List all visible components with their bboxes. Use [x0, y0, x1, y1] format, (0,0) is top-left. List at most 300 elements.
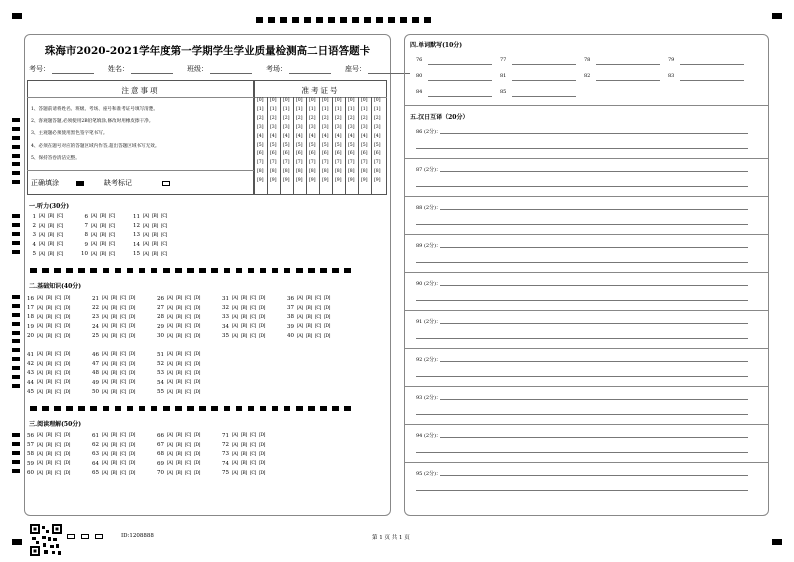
answer-bubble[interactable]: [D] — [64, 461, 71, 467]
answer-bubble[interactable]: [D] — [194, 470, 201, 476]
answer-bubble[interactable]: [A] — [91, 242, 97, 248]
answer-bubble[interactable]: [B] — [241, 314, 247, 320]
answer-bubble[interactable]: [A] — [143, 223, 149, 229]
answer-bubble[interactable]: [C] — [55, 352, 61, 358]
answer-bubble[interactable]: [D] — [129, 389, 136, 395]
exam-id-digit-bubble[interactable]: [8] — [348, 169, 355, 175]
answer-bubble[interactable]: [C] — [250, 314, 256, 320]
answer-bubble[interactable]: [D] — [129, 470, 136, 476]
exam-room-field[interactable]: 考场： — [266, 64, 331, 74]
exam-id-digit-bubble[interactable]: [6] — [270, 151, 277, 157]
exam-id-digit-bubble[interactable]: [1] — [257, 106, 264, 112]
footer-checkbox[interactable] — [81, 534, 89, 539]
answer-bubble[interactable]: [C] — [250, 451, 256, 457]
exam-id-digit-bubble[interactable]: [3] — [361, 124, 368, 130]
answer-bubble[interactable]: [A] — [37, 324, 43, 330]
answer-bubble[interactable]: [C] — [185, 305, 191, 311]
answer-bubble[interactable]: [B] — [111, 361, 117, 367]
exam-id-digit-bubble[interactable]: [5] — [283, 142, 290, 148]
answer-bubble[interactable]: [B] — [46, 361, 52, 367]
exam-id-digit-bubble[interactable]: [9] — [309, 178, 316, 184]
answer-bubble[interactable]: [B] — [48, 214, 54, 220]
word-answer-line[interactable] — [680, 80, 744, 81]
exam-id-digit-bubble[interactable]: [0] — [322, 98, 329, 103]
answer-bubble[interactable]: [D] — [64, 324, 71, 330]
answer-bubble[interactable]: [C] — [55, 451, 61, 457]
answer-bubble[interactable]: [C] — [161, 214, 167, 220]
answer-bubble[interactable]: [C] — [185, 433, 191, 439]
exam-id-digit-bubble[interactable]: [4] — [257, 133, 264, 139]
answer-bubble[interactable]: [B] — [241, 324, 247, 330]
exam-id-digit-bubble[interactable]: [9] — [283, 178, 290, 184]
translation-answer-line[interactable] — [440, 437, 748, 438]
exam-id-digit-bubble[interactable]: [0] — [374, 98, 381, 103]
answer-bubble[interactable]: [A] — [297, 305, 303, 311]
exam-id-digit-bubble[interactable]: [6] — [361, 151, 368, 157]
exam-id-digit-bubble[interactable]: [3] — [348, 124, 355, 130]
answer-bubble[interactable]: [A] — [39, 214, 45, 220]
answer-bubble[interactable]: [D] — [194, 296, 201, 302]
answer-bubble[interactable]: [B] — [306, 324, 312, 330]
answer-bubble[interactable]: [C] — [185, 461, 191, 467]
answer-bubble[interactable]: [B] — [111, 370, 117, 376]
answer-bubble[interactable]: [D] — [259, 451, 266, 457]
answer-bubble[interactable]: [C] — [185, 389, 191, 395]
answer-bubble[interactable]: [B] — [176, 352, 182, 358]
answer-bubble[interactable]: [D] — [259, 324, 266, 330]
answer-bubble[interactable]: [A] — [91, 223, 97, 229]
exam-id-digit-bubble[interactable]: [4] — [270, 133, 277, 139]
translation-answer-line[interactable] — [416, 186, 748, 187]
answer-bubble[interactable]: [A] — [143, 251, 149, 257]
answer-bubble[interactable]: [B] — [176, 470, 182, 476]
answer-bubble[interactable]: [B] — [241, 333, 247, 339]
answer-bubble[interactable]: [C] — [250, 296, 256, 302]
answer-bubble[interactable]: [A] — [297, 314, 303, 320]
answer-bubble[interactable]: [C] — [57, 242, 63, 248]
answer-bubble[interactable]: [B] — [46, 470, 52, 476]
exam-id-digit-bubble[interactable]: [5] — [361, 142, 368, 148]
answer-bubble[interactable]: [C] — [55, 314, 61, 320]
translation-answer-line[interactable] — [416, 300, 748, 301]
word-answer-line[interactable] — [512, 96, 576, 97]
answer-bubble[interactable]: [D] — [194, 333, 201, 339]
answer-bubble[interactable]: [C] — [55, 324, 61, 330]
answer-bubble[interactable]: [D] — [324, 324, 331, 330]
answer-bubble[interactable]: [D] — [194, 389, 201, 395]
exam-id-digit-bubble[interactable]: [9] — [374, 178, 381, 184]
answer-bubble[interactable]: [A] — [232, 442, 238, 448]
answer-bubble[interactable]: [A] — [167, 361, 173, 367]
answer-bubble[interactable]: [C] — [55, 333, 61, 339]
exam-id-digit-bubble[interactable]: [4] — [348, 133, 355, 139]
answer-bubble[interactable]: [A] — [297, 324, 303, 330]
answer-bubble[interactable]: [B] — [46, 451, 52, 457]
answer-bubble[interactable]: [C] — [120, 361, 126, 367]
answer-bubble[interactable]: [A] — [102, 442, 108, 448]
answer-bubble[interactable]: [A] — [37, 370, 43, 376]
exam-id-digit-bubble[interactable]: [9] — [270, 178, 277, 184]
answer-bubble[interactable]: [B] — [176, 461, 182, 467]
answer-bubble[interactable]: [D] — [64, 361, 71, 367]
answer-bubble[interactable]: [A] — [39, 232, 45, 238]
answer-bubble[interactable]: [D] — [259, 461, 266, 467]
answer-bubble[interactable]: [A] — [37, 380, 43, 386]
answer-bubble[interactable]: [A] — [143, 242, 149, 248]
answer-bubble[interactable]: [A] — [37, 361, 43, 367]
exam-id-digit-bubble[interactable]: [5] — [257, 142, 264, 148]
answer-bubble[interactable]: [A] — [37, 314, 43, 320]
answer-bubble[interactable]: [C] — [185, 314, 191, 320]
answer-bubble[interactable]: [D] — [324, 296, 331, 302]
exam-id-digit-bubble[interactable]: [0] — [309, 98, 316, 103]
translation-answer-line[interactable] — [416, 224, 748, 225]
answer-bubble[interactable]: [C] — [185, 352, 191, 358]
exam-id-digit-bubble[interactable]: [5] — [309, 142, 316, 148]
exam-id-digit-bubble[interactable]: [4] — [335, 133, 342, 139]
exam-id-digit-bubble[interactable]: [2] — [361, 115, 368, 121]
answer-bubble[interactable]: [C] — [185, 442, 191, 448]
word-answer-line[interactable] — [428, 96, 492, 97]
answer-bubble[interactable]: [B] — [152, 242, 158, 248]
answer-bubble[interactable]: [C] — [185, 296, 191, 302]
answer-bubble[interactable]: [B] — [111, 442, 117, 448]
answer-bubble[interactable]: [A] — [232, 333, 238, 339]
exam-id-digit-bubble[interactable]: [1] — [296, 106, 303, 112]
answer-bubble[interactable]: [A] — [37, 470, 43, 476]
exam-id-digit-bubble[interactable]: [2] — [374, 115, 381, 121]
answer-bubble[interactable]: [A] — [167, 461, 173, 467]
answer-bubble[interactable]: [C] — [120, 370, 126, 376]
answer-bubble[interactable]: [B] — [176, 389, 182, 395]
answer-bubble[interactable]: [B] — [176, 370, 182, 376]
answer-bubble[interactable]: [B] — [100, 242, 106, 248]
answer-bubble[interactable]: [B] — [176, 442, 182, 448]
answer-bubble[interactable]: [B] — [100, 214, 106, 220]
exam-id-digit-bubble[interactable]: [2] — [283, 115, 290, 121]
exam-id-digit-bubble[interactable]: [7] — [296, 160, 303, 166]
answer-bubble[interactable]: [C] — [315, 333, 321, 339]
answer-bubble[interactable]: [D] — [64, 380, 71, 386]
answer-bubble[interactable]: [A] — [37, 352, 43, 358]
exam-id-digit-bubble[interactable]: [7] — [257, 160, 264, 166]
translation-answer-line[interactable] — [440, 399, 748, 400]
answer-bubble[interactable]: [D] — [259, 470, 266, 476]
answer-bubble[interactable]: [A] — [102, 305, 108, 311]
exam-id-digit-bubble[interactable]: [9] — [257, 178, 264, 184]
answer-bubble[interactable]: [A] — [232, 451, 238, 457]
answer-bubble[interactable]: [A] — [102, 314, 108, 320]
exam-id-digit-bubble[interactable]: [7] — [348, 160, 355, 166]
exam-id-digit-column[interactable] — [371, 97, 384, 195]
answer-bubble[interactable]: [D] — [129, 305, 136, 311]
exam-id-digit-column[interactable] — [319, 97, 332, 195]
answer-bubble[interactable]: [A] — [102, 380, 108, 386]
exam-id-digit-bubble[interactable]: [9] — [296, 178, 303, 184]
answer-bubble[interactable]: [D] — [194, 442, 201, 448]
answer-bubble[interactable]: [D] — [129, 461, 136, 467]
answer-bubble[interactable]: [B] — [46, 433, 52, 439]
exam-id-digit-bubble[interactable]: [3] — [283, 124, 290, 130]
answer-bubble[interactable]: [B] — [176, 433, 182, 439]
answer-bubble[interactable]: [B] — [111, 389, 117, 395]
translation-answer-line[interactable] — [416, 262, 748, 263]
exam-id-digit-bubble[interactable]: [8] — [335, 169, 342, 175]
footer-checkbox[interactable] — [95, 534, 103, 539]
answer-bubble[interactable]: [C] — [120, 305, 126, 311]
answer-bubble[interactable]: [B] — [176, 305, 182, 311]
answer-bubble[interactable]: [A] — [232, 433, 238, 439]
translation-answer-line[interactable] — [440, 361, 748, 362]
answer-bubble[interactable]: [B] — [111, 324, 117, 330]
answer-bubble[interactable]: [C] — [250, 305, 256, 311]
exam-id-digit-bubble[interactable]: [3] — [270, 124, 277, 130]
answer-bubble[interactable]: [B] — [111, 451, 117, 457]
exam-id-digit-bubble[interactable]: [3] — [335, 124, 342, 130]
answer-bubble[interactable]: [B] — [46, 324, 52, 330]
answer-bubble[interactable]: [A] — [37, 451, 43, 457]
answer-bubble[interactable]: [B] — [241, 296, 247, 302]
exam-id-digit-column[interactable] — [280, 97, 293, 195]
answer-bubble[interactable]: [A] — [297, 296, 303, 302]
class-field[interactable]: 班级： — [187, 64, 252, 74]
answer-bubble[interactable]: [D] — [194, 380, 201, 386]
exam-id-digit-bubble[interactable]: [5] — [374, 142, 381, 148]
answer-bubble[interactable]: [B] — [241, 451, 247, 457]
exam-id-digit-bubble[interactable]: [8] — [374, 169, 381, 175]
answer-bubble[interactable]: [A] — [232, 296, 238, 302]
answer-bubble[interactable]: [D] — [194, 451, 201, 457]
word-answer-line[interactable] — [680, 64, 744, 65]
word-answer-line[interactable] — [428, 64, 492, 65]
exam-id-digit-bubble[interactable]: [0] — [361, 98, 368, 103]
word-answer-line[interactable] — [596, 80, 660, 81]
answer-bubble[interactable]: [B] — [306, 333, 312, 339]
answer-bubble[interactable]: [C] — [55, 442, 61, 448]
answer-bubble[interactable]: [B] — [100, 223, 106, 229]
answer-bubble[interactable]: [B] — [176, 361, 182, 367]
answer-bubble[interactable]: [A] — [167, 324, 173, 330]
exam-id-digit-bubble[interactable]: [3] — [374, 124, 381, 130]
answer-bubble[interactable]: [D] — [324, 305, 331, 311]
answer-bubble[interactable]: [C] — [250, 461, 256, 467]
translation-answer-line[interactable] — [440, 285, 748, 286]
answer-bubble[interactable]: [C] — [315, 305, 321, 311]
exam-id-digit-column[interactable] — [345, 97, 358, 195]
answer-bubble[interactable]: [D] — [194, 324, 201, 330]
exam-id-digit-bubble[interactable]: [9] — [348, 178, 355, 184]
answer-bubble[interactable]: [D] — [259, 333, 266, 339]
answer-bubble[interactable]: [D] — [129, 433, 136, 439]
exam-id-digit-bubble[interactable]: [0] — [257, 98, 264, 103]
exam-id-digit-bubble[interactable]: [1] — [374, 106, 381, 112]
translation-answer-line[interactable] — [440, 171, 748, 172]
answer-bubble[interactable]: [D] — [129, 324, 136, 330]
exam-id-digit-column[interactable] — [293, 97, 306, 195]
answer-bubble[interactable]: [A] — [37, 442, 43, 448]
exam-id-digit-bubble[interactable]: [6] — [335, 151, 342, 157]
answer-bubble[interactable]: [D] — [129, 352, 136, 358]
exam-id-digit-column[interactable] — [254, 97, 267, 195]
exam-id-digit-bubble[interactable]: [2] — [296, 115, 303, 121]
answer-bubble[interactable]: [B] — [46, 314, 52, 320]
answer-bubble[interactable]: [C] — [161, 251, 167, 257]
exam-id-digit-bubble[interactable]: [5] — [322, 142, 329, 148]
answer-bubble[interactable]: [C] — [109, 251, 115, 257]
answer-bubble[interactable]: [C] — [55, 296, 61, 302]
answer-bubble[interactable]: [D] — [194, 361, 201, 367]
answer-bubble[interactable]: [A] — [37, 461, 43, 467]
answer-bubble[interactable]: [C] — [120, 333, 126, 339]
answer-bubble[interactable]: [C] — [250, 470, 256, 476]
answer-bubble[interactable]: [C] — [185, 470, 191, 476]
exam-id-digit-bubble[interactable]: [0] — [296, 98, 303, 103]
exam-id-digit-bubble[interactable]: [2] — [335, 115, 342, 121]
word-answer-line[interactable] — [512, 64, 576, 65]
exam-id-digit-bubble[interactable]: [3] — [257, 124, 264, 130]
answer-bubble[interactable]: [D] — [64, 451, 71, 457]
answer-bubble[interactable]: [C] — [185, 370, 191, 376]
exam-id-digit-bubble[interactable]: [0] — [283, 98, 290, 103]
word-answer-line[interactable] — [512, 80, 576, 81]
answer-bubble[interactable]: [D] — [129, 296, 136, 302]
answer-bubble[interactable]: [B] — [176, 324, 182, 330]
answer-bubble[interactable]: [B] — [241, 470, 247, 476]
exam-id-digit-column[interactable] — [306, 97, 319, 195]
answer-bubble[interactable]: [C] — [55, 380, 61, 386]
answer-bubble[interactable]: [A] — [37, 389, 43, 395]
exam-id-digit-bubble[interactable]: [5] — [296, 142, 303, 148]
exam-id-digit-bubble[interactable]: [3] — [309, 124, 316, 130]
answer-bubble[interactable]: [C] — [185, 451, 191, 457]
answer-bubble[interactable]: [D] — [129, 451, 136, 457]
seat-number-field[interactable]: 座号： — [345, 64, 410, 74]
exam-id-digit-bubble[interactable]: [8] — [322, 169, 329, 175]
answer-bubble[interactable]: [B] — [46, 370, 52, 376]
answer-bubble[interactable]: [C] — [120, 352, 126, 358]
answer-bubble[interactable]: [B] — [46, 380, 52, 386]
answer-bubble[interactable]: [C] — [57, 251, 63, 257]
answer-bubble[interactable]: [C] — [57, 232, 63, 238]
answer-bubble[interactable]: [C] — [120, 380, 126, 386]
exam-id-digit-bubble[interactable]: [7] — [374, 160, 381, 166]
answer-bubble[interactable]: [D] — [129, 333, 136, 339]
exam-id-digit-bubble[interactable]: [1] — [283, 106, 290, 112]
answer-bubble[interactable]: [A] — [39, 251, 45, 257]
answer-bubble[interactable]: [C] — [161, 232, 167, 238]
exam-id-digit-bubble[interactable]: [8] — [361, 169, 368, 175]
answer-bubble[interactable]: [B] — [46, 389, 52, 395]
answer-bubble[interactable]: [D] — [194, 314, 201, 320]
answer-bubble[interactable]: [C] — [185, 361, 191, 367]
answer-bubble[interactable]: [C] — [55, 361, 61, 367]
exam-id-digit-bubble[interactable]: [1] — [348, 106, 355, 112]
answer-bubble[interactable]: [C] — [250, 324, 256, 330]
answer-bubble[interactable]: [A] — [232, 324, 238, 330]
translation-answer-line[interactable] — [416, 490, 748, 491]
answer-bubble[interactable]: [C] — [120, 470, 126, 476]
answer-bubble[interactable]: [D] — [259, 296, 266, 302]
exam-id-digit-bubble[interactable]: [1] — [309, 106, 316, 112]
answer-bubble[interactable]: [B] — [176, 314, 182, 320]
answer-bubble[interactable]: [A] — [143, 232, 149, 238]
exam-id-digit-bubble[interactable]: [4] — [283, 133, 290, 139]
word-answer-line[interactable] — [596, 64, 660, 65]
answer-bubble[interactable]: [B] — [46, 442, 52, 448]
exam-id-digit-bubble[interactable]: [8] — [296, 169, 303, 175]
exam-id-digit-bubble[interactable]: [8] — [257, 169, 264, 175]
answer-bubble[interactable]: [C] — [55, 470, 61, 476]
answer-bubble[interactable]: [C] — [161, 223, 167, 229]
answer-bubble[interactable]: [B] — [111, 352, 117, 358]
exam-id-digit-bubble[interactable]: [7] — [309, 160, 316, 166]
translation-answer-line[interactable] — [416, 414, 748, 415]
answer-bubble[interactable]: [B] — [176, 333, 182, 339]
answer-bubble[interactable]: [A] — [102, 333, 108, 339]
answer-bubble[interactable]: [D] — [129, 314, 136, 320]
answer-bubble[interactable]: [B] — [46, 333, 52, 339]
answer-bubble[interactable]: [A] — [167, 380, 173, 386]
absent-mark-box[interactable] — [162, 181, 170, 186]
answer-bubble[interactable]: [B] — [176, 296, 182, 302]
answer-bubble[interactable]: [D] — [64, 305, 71, 311]
answer-bubble[interactable]: [B] — [111, 314, 117, 320]
answer-bubble[interactable]: [B] — [176, 451, 182, 457]
exam-id-digit-bubble[interactable]: [1] — [270, 106, 277, 112]
exam-id-digit-bubble[interactable]: [8] — [309, 169, 316, 175]
exam-id-digit-bubble[interactable]: [3] — [322, 124, 329, 130]
answer-bubble[interactable]: [A] — [167, 442, 173, 448]
answer-bubble[interactable]: [A] — [167, 451, 173, 457]
answer-bubble[interactable]: [C] — [250, 442, 256, 448]
answer-bubble[interactable]: [D] — [64, 314, 71, 320]
exam-id-digit-bubble[interactable]: [7] — [322, 160, 329, 166]
answer-bubble[interactable]: [C] — [55, 389, 61, 395]
exam-id-digit-column[interactable] — [358, 97, 371, 195]
answer-bubble[interactable]: [B] — [48, 242, 54, 248]
answer-bubble[interactable]: [A] — [167, 333, 173, 339]
answer-bubble[interactable]: [A] — [91, 214, 97, 220]
answer-bubble[interactable]: [A] — [102, 451, 108, 457]
answer-bubble[interactable]: [A] — [37, 305, 43, 311]
translation-answer-line[interactable] — [416, 376, 748, 377]
answer-bubble[interactable]: [B] — [306, 305, 312, 311]
answer-bubble[interactable]: [D] — [64, 389, 71, 395]
answer-bubble[interactable]: [C] — [120, 451, 126, 457]
answer-bubble[interactable]: [D] — [194, 433, 201, 439]
name-field[interactable]: 姓名： — [108, 64, 173, 74]
answer-bubble[interactable]: [D] — [324, 314, 331, 320]
answer-bubble[interactable]: [D] — [129, 380, 136, 386]
answer-bubble[interactable]: [D] — [64, 333, 71, 339]
exam-id-digit-bubble[interactable]: [5] — [270, 142, 277, 148]
answer-bubble[interactable]: [D] — [259, 305, 266, 311]
exam-id-digit-column[interactable] — [267, 97, 280, 195]
answer-bubble[interactable]: [C] — [120, 461, 126, 467]
answer-bubble[interactable]: [B] — [111, 433, 117, 439]
answer-bubble[interactable]: [B] — [241, 305, 247, 311]
translation-answer-line[interactable] — [440, 247, 748, 248]
exam-id-digit-bubble[interactable]: [5] — [348, 142, 355, 148]
answer-bubble[interactable]: [A] — [143, 214, 149, 220]
translation-answer-line[interactable] — [440, 475, 748, 476]
answer-bubble[interactable]: [C] — [250, 433, 256, 439]
exam-id-digit-bubble[interactable]: [8] — [270, 169, 277, 175]
answer-bubble[interactable]: [A] — [232, 314, 238, 320]
answer-bubble[interactable]: [A] — [102, 296, 108, 302]
answer-bubble[interactable]: [B] — [241, 442, 247, 448]
answer-bubble[interactable]: [A] — [102, 433, 108, 439]
